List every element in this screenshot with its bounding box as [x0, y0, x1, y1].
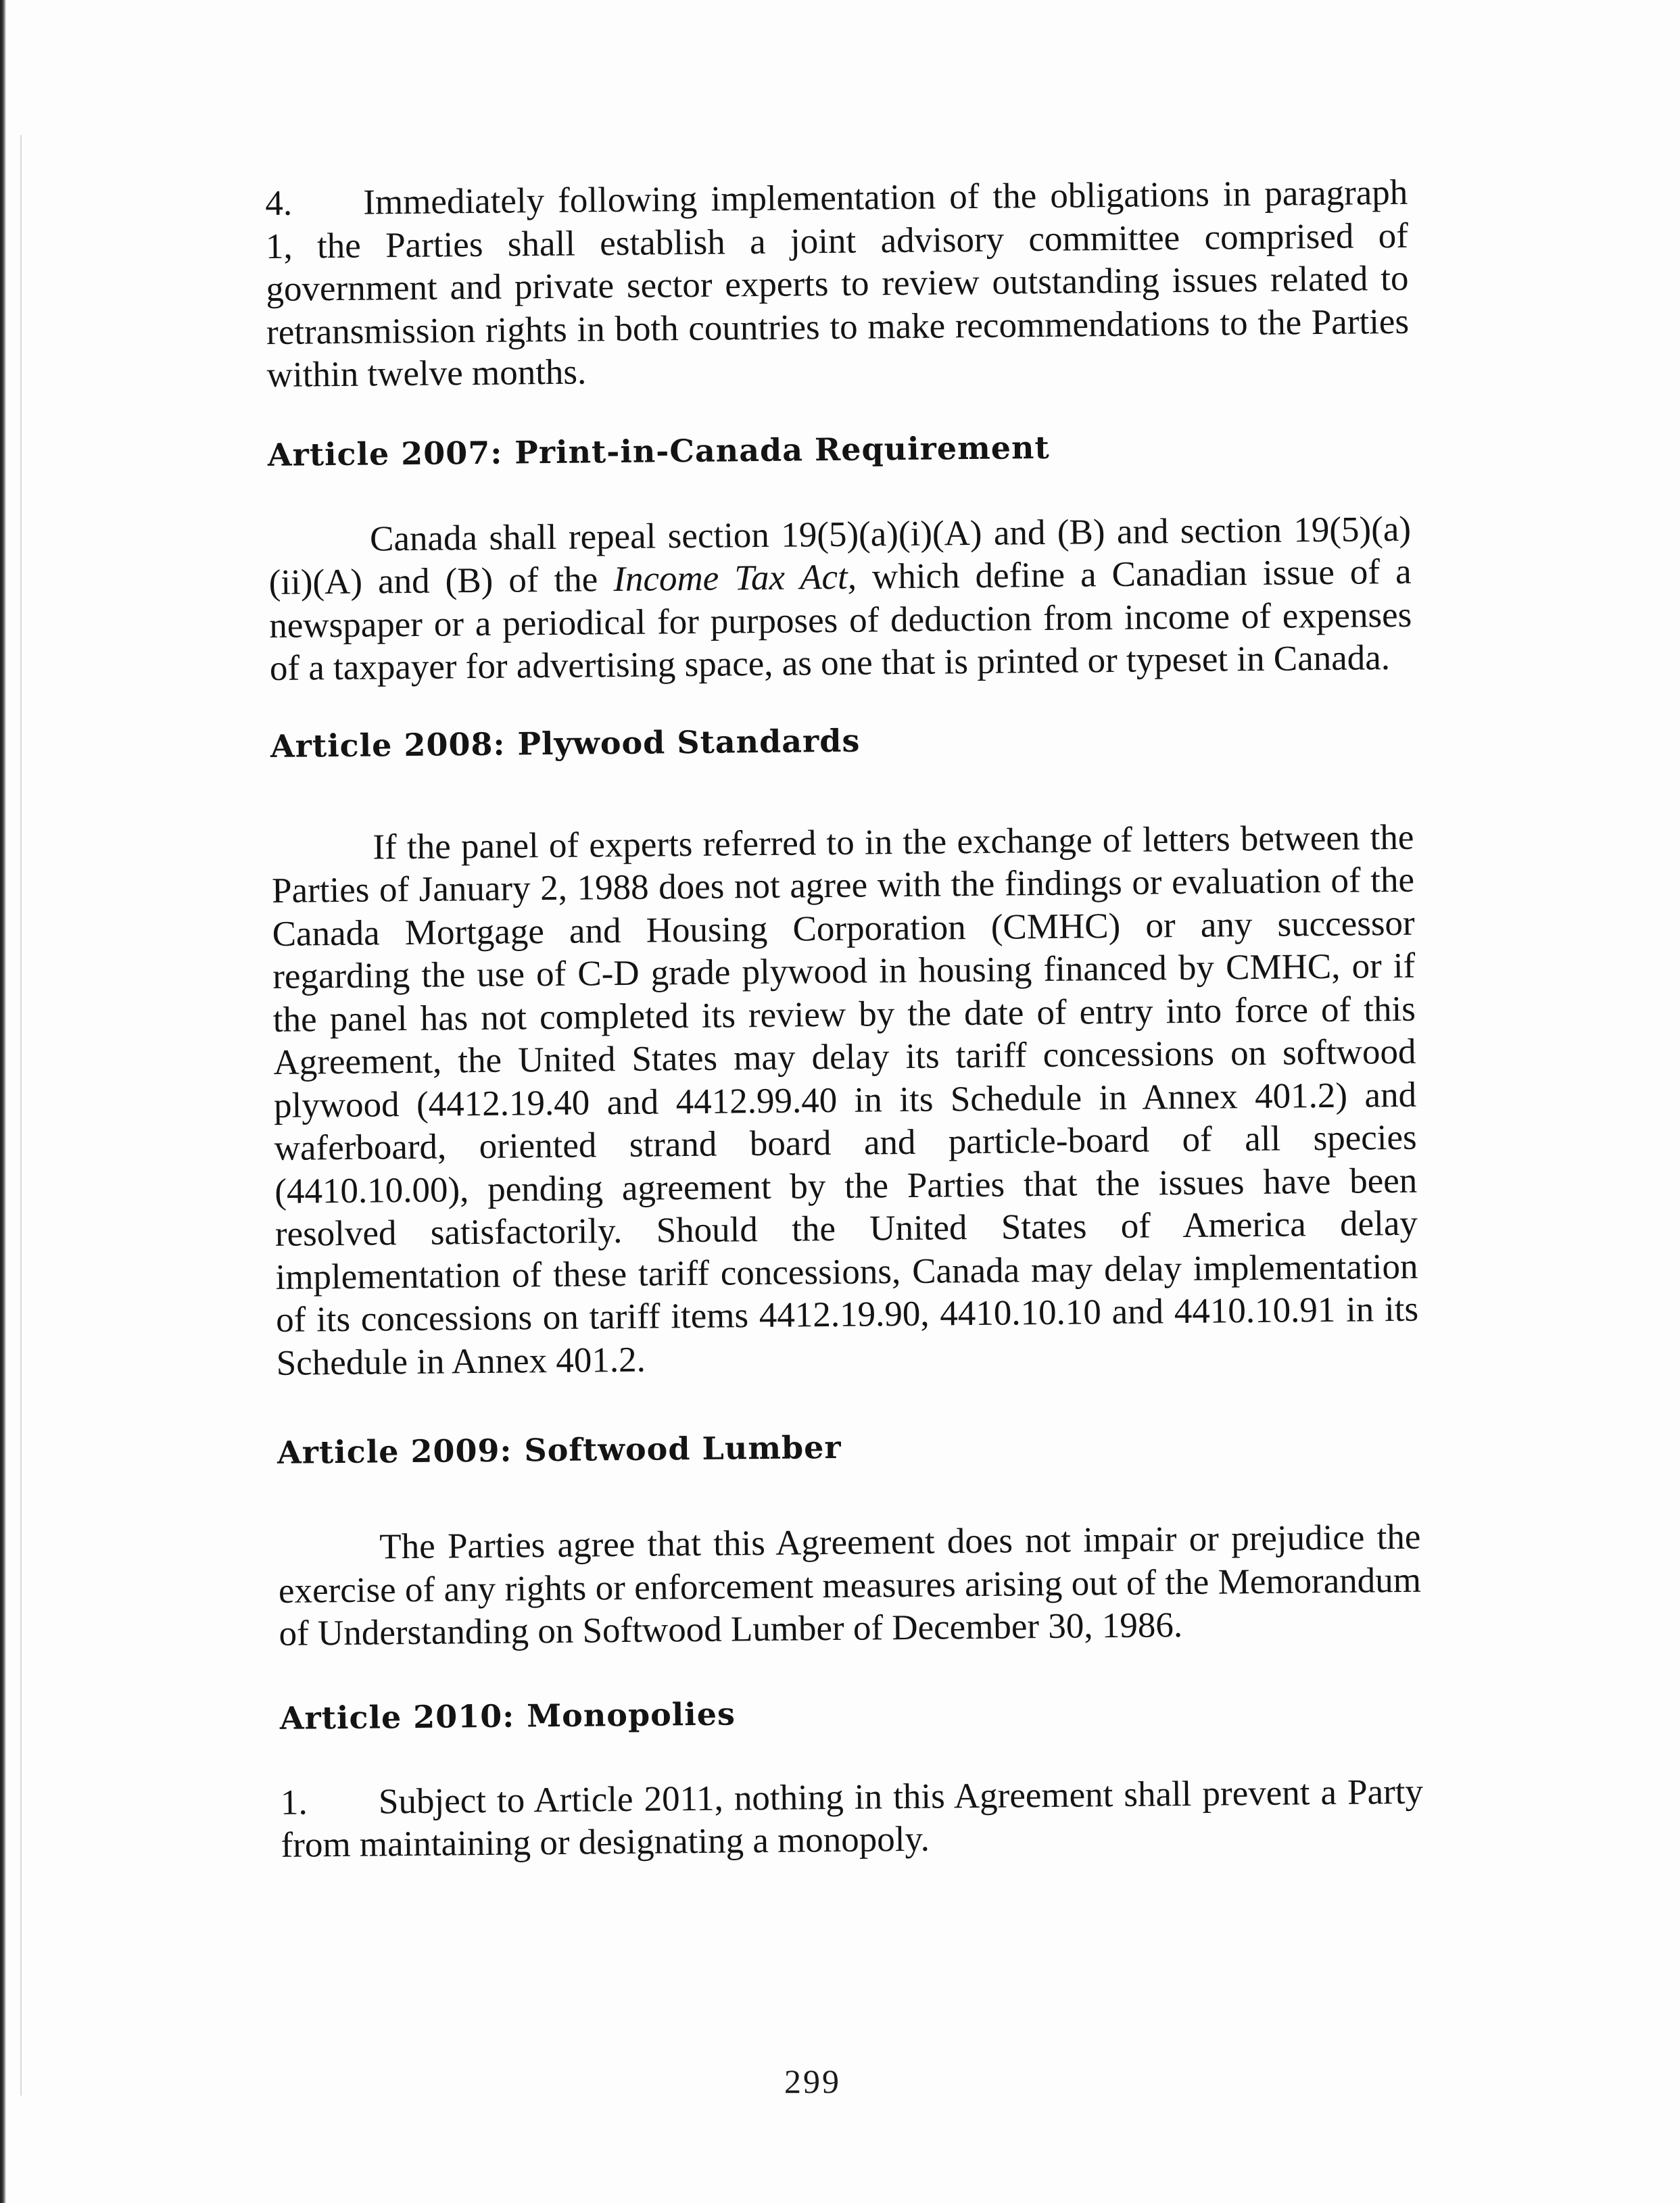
article-title: Monopolies: [526, 1695, 736, 1734]
article-title: Print-in-Canada Requirement: [514, 429, 1050, 470]
paragraph-4: [265, 172, 1410, 397]
paragraph-number: 4.: [265, 183, 293, 223]
article-2008-text: If the panel of experts referred to in the exchange of letters between the Parties of January 2, 1988 does not agree with the findings or evaluation of the Canada Mortgage and Housing Corporation (CMHC) or any successor regarding the use of C-D grade plywood in housing financed by CMHC, or if the panel has not completed its review by the date of entry into force of this Agreement, the United States may delay its tariff concessions on softwood plywood (4412.19.40 and 4412.99.40 in its Schedule in Annex 401.2) and waferboard, oriented strand board and particle-board of all species (4410.10.00), pending agreement by the Parties that the issues have been resolved satisfactorily. Should the United States of America delay implementation of these tariff concessions, Canada may delay implementation of its concessions on tariff items 4412.19.90, 4410.10.10 and 4410.10.91 in its Schedule in Annex 401.2.: [271, 817, 1419, 1383]
scanner-edge: [0, 0, 6, 2203]
article-number: Article 2009:: [277, 1432, 512, 1471]
paragraph-text: Immediately following implementation of the obligations in paragraph 1, the Parties shall establish a joint advisory committee comprised of government and private sector experts to review outstanding issues related to retransmission rights in both countries to make recommendations to the Parties within twelve months.: [265, 172, 1410, 395]
article-title: Softwood Lumber: [524, 1428, 842, 1469]
page-number: 299: [784, 2062, 841, 2100]
article-title: Plywood Standards: [517, 722, 861, 762]
article-number: Article 2010:: [279, 1697, 515, 1737]
article-number: Article 2007:: [267, 434, 503, 473]
article-number: Article 2008:: [270, 725, 506, 765]
paragraph-text: Subject to Article 2011, nothing in this Agreement shall prevent a Party from maintaining or designating a monopoly.: [281, 1772, 1424, 1865]
act-title-italic: Income Tax Act,: [613, 557, 857, 600]
document-body: [265, 172, 1424, 1868]
article-2007-text-part: which define a Canadian issue of a newspaper or a periodical for purposes of deduction from income of expenses of a taxpayer for advertising space, as one that is printed or typeset in Canada.: [269, 552, 1412, 688]
article-2010-paragraph-1: [281, 1770, 1424, 1867]
article-2009-text: The Parties agree that this Agreement does not impair or prejudice the exercise of any rights or enforcement measures arising out of the Memorandum of Understanding on Softwood Lumber of December 30, 1986.: [278, 1517, 1422, 1653]
article-2007-text-part: Canada shall repeal section 19(5)(a)(i)(A) and (B) and section 19(5)(a)(ii)(A) and (B) of the: [268, 509, 1412, 602]
article-2007-text: [268, 508, 1412, 690]
paragraph-number: 1.: [280, 1783, 308, 1822]
scanner-artifact-line: [20, 135, 22, 2096]
